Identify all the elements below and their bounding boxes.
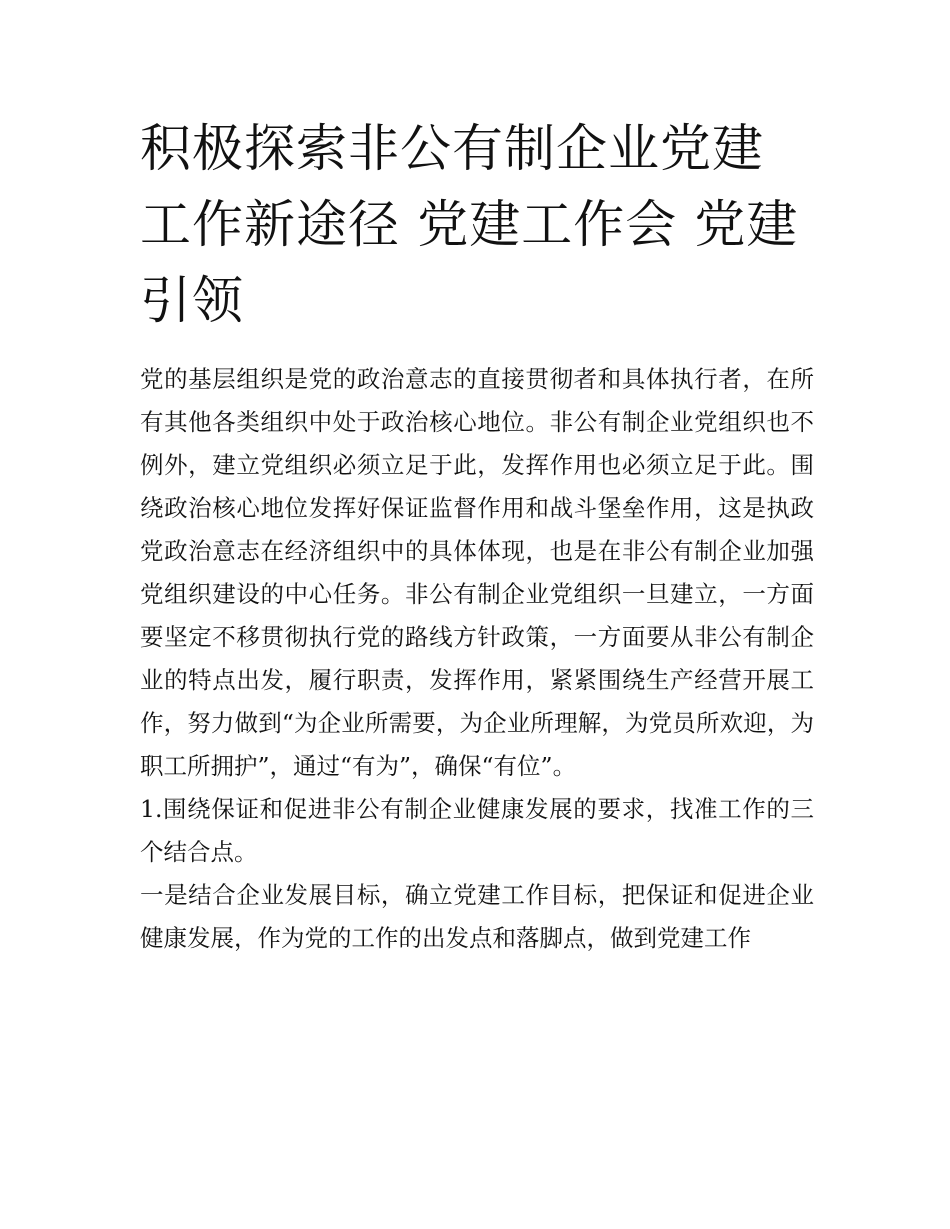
paragraph-point-1-item-1: 一是结合企业发展目标，确立党建工作目标，把保证和促进企业健康发展，作为党的工作的出发点和落脚点，做到党建工作 xyxy=(140,881,814,952)
document-title: 积极探索非公有制企业党建工作新途径 党建工作会 党建引领 xyxy=(140,120,799,331)
document-body xyxy=(140,358,814,960)
paragraph-intro: 党的基层组织是党的政治意志的直接贯彻者和具体执行者，在所有其他各类组织中处于政治核心地位。非公有制企业党组织也不例外，建立党组织必须立足于此，发挥作用也必须立足于此。围绕政治核心地位发挥好保证监督作用和战斗堡垒作用，这是执政党政治意志在经济组织中的具体体现，也是在非公有制企业加强党组织建设的中心任务。非公有制企业党组织一旦建立，一方面要坚定不移贯彻执行党的路线方针政策，一方面要从非公有制企业的特点出发，履行职责，发挥作用，紧紧围绕生产经营开展工作，努力做到“为企业所需要，为企业所理解，为党员所欢迎，为职工所拥护”，通过“有为”，确保“有位”。 xyxy=(140,365,814,780)
paragraph-point-1: 1.围绕保证和促进非公有制企业健康发展的要求，找准工作的三个结合点。 xyxy=(140,795,814,866)
document-page xyxy=(140,112,814,960)
